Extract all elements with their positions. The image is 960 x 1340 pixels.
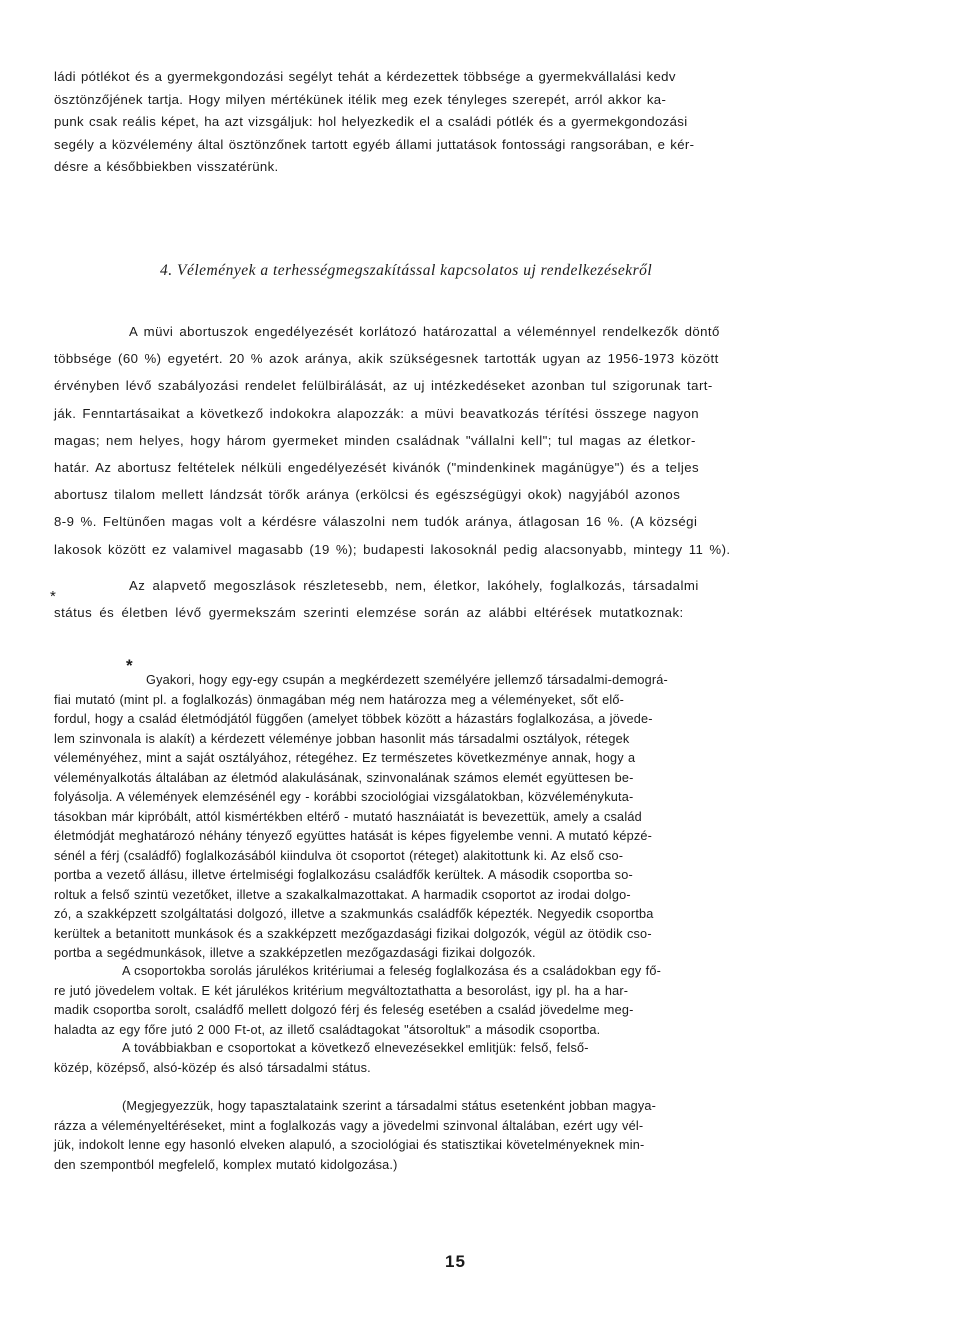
text-line: magas; nem helyes, hogy három gyermeket minden családnak "vállalni kell"; tul magas az életkor- bbox=[54, 432, 696, 448]
status-paragraph bbox=[54, 572, 872, 626]
text-line: 8-9 %. Feltünően magas volt a kérdésre válaszolni nem tudók aránya, átlagosan 16 %. (A községi bbox=[54, 514, 698, 530]
text-line: életmódját meghatározó néhány tényező együttes hatását is képes figyelembe venni. A mutató képzé- bbox=[54, 829, 653, 843]
text-line: kerültek a betanitott munkások és a szakképzett mezőgazdasági fizikai dolgozók, végül az ötödik cso- bbox=[54, 926, 652, 941]
footnote-paragraph-3 bbox=[54, 1039, 872, 1078]
text-line: véleményalkotás általában az életmód alakulásának, szinvonalának számos elemét együttesen be- bbox=[54, 770, 634, 785]
text-line: portba a segédmunkások, illetve a szakképzetlen mezőgazdasági fizikai dolgozók. bbox=[54, 946, 536, 960]
text-line: punk csak reális képet, ha azt vizsgáljuk: hol helyezkedik el a családi pótlék és a gyermekgondozási bbox=[54, 114, 688, 129]
text-line: sénél a férj (családfő) foglalkozásából kiindulva öt csoportot (réteget) alakitottunk ki. Az első cso- bbox=[54, 848, 624, 863]
footnote-marker: * bbox=[50, 588, 56, 605]
text-line: segély a közvélemény által ösztönzőnek tartott egyéb állami juttatások fontossági rangsorában, e kér- bbox=[54, 136, 695, 152]
text-line: (Megjegyezzük, hogy tapasztalataink szerint a társadalmi státus esetenként jobban magya- bbox=[122, 1099, 657, 1113]
text-line: folyásolja. A vélemények elemzésénél egy - korábbi szociológiai vizsgálatokban, közvéleménykuta- bbox=[54, 790, 634, 804]
text-line: státus és életben lévő gyermekszám szerinti elemzése során az alábbi eltérések mutatkoznak: bbox=[54, 605, 684, 620]
text-line: közép, középső, alsó-közép és alsó társadalmi státus. bbox=[54, 1060, 371, 1075]
text-line: A müvi abortuszok engedélyezését korlátozó határozattal a véleménnyel rendelkezők döntő bbox=[129, 324, 720, 339]
text-line: ösztönzőjének tartja. Hogy milyen mértékünek itélik meg ezek tényleges szerepét, arról akkor ka- bbox=[54, 91, 667, 107]
footnote-asterisk: * bbox=[126, 656, 133, 675]
text-line: fordul, hogy a család életmódjától függően (amelyet többek között a házastárs foglalkozása, a jövede- bbox=[54, 712, 653, 726]
text-line: haladta az egy főre jutó 2 000 Ft-ot, az illető családtagokat "átsoroltuk" a második csoportba. bbox=[54, 1022, 601, 1037]
text-line: zó, a szakképzett szolgáltatási dolgozó, illetve a szakmunkás családfők képezték. Negyedik csoportba bbox=[54, 907, 654, 921]
text-line: roltuk a felső szintü vezetőket, illetve a szakalkalmazottakat. A harmadik csoportot az irodai dolgo- bbox=[54, 887, 631, 902]
text-line: A továbbiakban e csoportokat a következő elnevezésekkel emlitjük: felső, felső- bbox=[122, 1041, 589, 1055]
intro-paragraph bbox=[54, 66, 872, 179]
section-heading: 4. Vélemények a terhességmegszakítással kapcsolatos uj rendelkezésekről bbox=[160, 262, 653, 279]
text-line: Gyakori, hogy egy-egy csupán a megkérdezett személyére jellemző társadalmi-demográ- bbox=[146, 673, 668, 687]
text-line: tásokban már kipróbált, attól kismértékben eltérő - mutató hasznáiatát is bevezettük, amely a család bbox=[54, 809, 642, 824]
footnote-paragraph-4 bbox=[54, 1097, 872, 1175]
text-line: madik csoportba sorolt, családfő mellett dolgozó férj és feleség esetében a család jövedelme meg- bbox=[54, 1003, 634, 1017]
text-line: den szempontból megfelelő, komplex mutató kidolgozása.) bbox=[54, 1157, 398, 1172]
text-line: többsége (60 %) egyetért. 20 % azok aránya, akik szükségesnek tartották ugyan az 1956-1973 között bbox=[54, 351, 719, 367]
text-line: lem szinvonala is alakít) a kérdezett véleménye jobban hasonlit más társadalmi osztályok, rétegek bbox=[54, 731, 630, 746]
text-line: érvényben lévő szabályozási rendelet felülbirálását, az uj intézkedéseket azonban tul szigorunak tart- bbox=[54, 378, 713, 394]
text-line: Az alapvető megoszlások részletesebb, nem, életkor, lakóhely, foglalkozás, társadalmi bbox=[129, 578, 699, 593]
text-line: lakosok között ez valamivel magasabb (19 %); budapesti lakosoknál pedig alacsonyabb, mintegy 11 %). bbox=[54, 541, 731, 557]
text-line: re jutó jövedelem voltak. E két járulékos kritérium megváltoztathatta a besorolást, igy pl. ha a har- bbox=[54, 983, 629, 998]
text-line: désre a későbbiekben visszatérünk. bbox=[54, 159, 279, 174]
text-line: portba a vezető állásu, illetve értelmiségi foglalkozásu családfők kerültek. A második csoportba so- bbox=[54, 868, 633, 882]
text-line: jük, indokolt lenne egy hasonló elveken alapuló, a szociológiai és statisztikai követelményeknek min- bbox=[54, 1138, 645, 1152]
body-paragraph bbox=[54, 318, 872, 563]
text-line: határ. Az abortusz feltételek nélküli engedélyezését kivánók ("mindenkinek magánügye") és a teljes bbox=[54, 460, 700, 476]
footnote-paragraph bbox=[54, 671, 872, 964]
text-line: abortusz tilalom mellett lándzsát törők aránya (erkölcsi és egészségügyi okok) nagyjából azonos bbox=[54, 487, 681, 503]
page-number: 15 bbox=[445, 1252, 466, 1271]
text-line: rázza a véleményeltéréseket, mint a foglalkozás vagy a jövedelmi szinvonal általában, ezért ugy vél- bbox=[54, 1118, 644, 1133]
footnote-paragraph-2 bbox=[54, 962, 872, 1040]
text-line: A csoportokba sorolás járulékos kritériumai a feleség foglalkozása és a családokban egy fő- bbox=[122, 964, 662, 978]
text-line: fiai mutató (mint pl. a foglalkozás) önmagában még nem határozza meg a véleményeket, sőt elő- bbox=[54, 692, 625, 707]
text-line: ládi pótlékot és a gyermekgondozási segélyt tehát a kérdezettek többsége a gyermekvállalási kedv bbox=[54, 69, 676, 84]
text-line: ják. Fenntartásaikat a következő indokokra alapozzák: a müvi beavatkozás térítési összege nagyon bbox=[54, 405, 700, 421]
text-line: véleményéhez, mint a saját osztályához, rétegéhez. Ez természetes következménye annak, hogy a bbox=[54, 751, 636, 765]
